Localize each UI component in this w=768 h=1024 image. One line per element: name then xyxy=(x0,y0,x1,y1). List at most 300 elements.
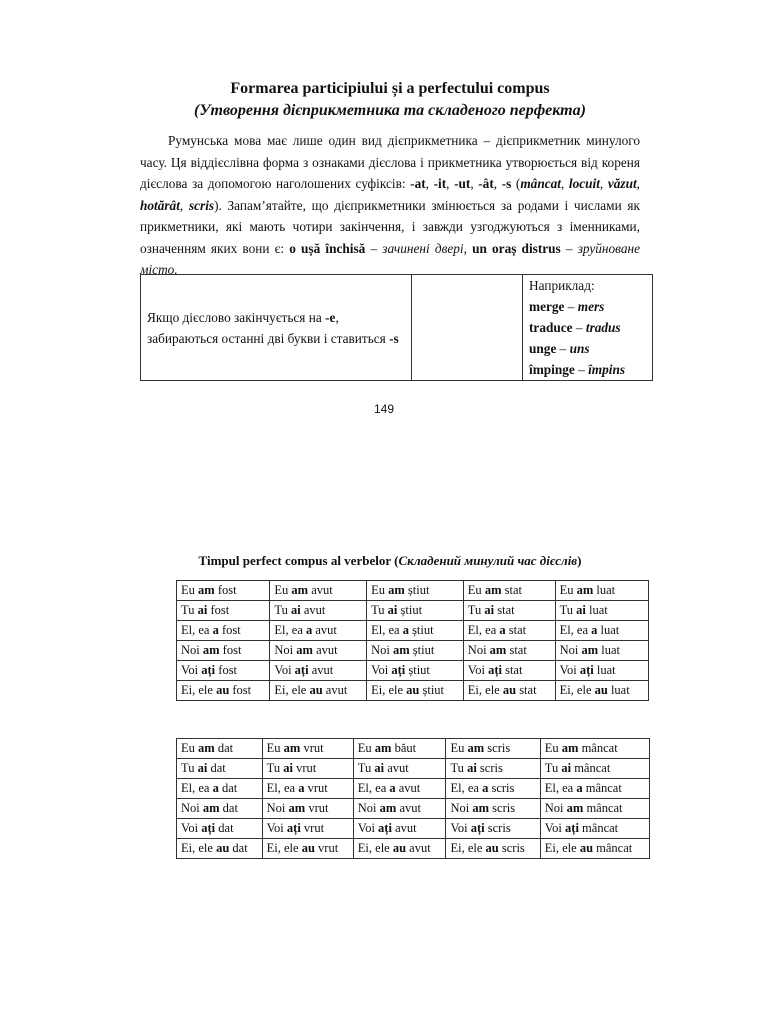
pronoun: Voi xyxy=(266,821,287,835)
table-row xyxy=(177,661,649,681)
auxiliary-verb: ați xyxy=(565,821,579,835)
participle: știut xyxy=(397,603,423,617)
conjugation-cell xyxy=(270,641,367,661)
conjugation-cell xyxy=(177,759,263,779)
conjugation-cell xyxy=(177,681,270,701)
auxiliary-verb: am xyxy=(467,741,485,755)
pronoun: El, ea xyxy=(544,781,577,795)
participle: fost xyxy=(215,663,238,677)
conjugation-cell xyxy=(177,601,270,621)
paragraph-segment: , xyxy=(463,240,473,256)
participle: avut xyxy=(312,643,338,657)
auxiliary-verb: ați xyxy=(488,663,502,677)
auxiliary-verb: ai xyxy=(561,761,572,775)
participle: stat xyxy=(506,643,527,657)
subtitle-close-paren: ) xyxy=(580,102,586,119)
pronoun: Eu xyxy=(266,741,284,755)
pronoun: Eu xyxy=(181,741,199,755)
conjugation-title-main: Timpul perfect compus al verbelor ( xyxy=(198,553,399,568)
auxiliary-verb: a xyxy=(306,623,313,637)
paragraph-segment: , xyxy=(560,176,569,191)
paragraph-segment: Румунська мова має лише один вид дієприкметника – дієприкметник минулого часу. Ця віддієслівна форма з ознаками дієслова і прикметника утворюється від кореня дієслова за допомогою наголошених суфіксів: xyxy=(140,133,640,191)
conjugation-cell xyxy=(177,819,263,839)
auxiliary-verb: a xyxy=(298,781,305,795)
conjugation-cell xyxy=(177,661,270,681)
pronoun: Ei, ele xyxy=(357,841,393,855)
pronoun: Tu xyxy=(266,761,284,775)
auxiliary-verb: ați xyxy=(579,663,594,677)
conjugation-cell xyxy=(555,681,648,701)
auxiliary-verb: a xyxy=(482,781,489,795)
conjugation-cell xyxy=(555,621,648,641)
participle: fost xyxy=(229,683,252,697)
pronoun: Tu xyxy=(371,603,388,617)
pronoun: Voi xyxy=(274,663,295,677)
conjugation-cell xyxy=(353,739,446,759)
participle: știut xyxy=(404,583,430,597)
auxiliary-verb: ai xyxy=(484,603,495,617)
paragraph-segment: -it xyxy=(433,176,447,191)
participle: stat xyxy=(501,663,523,677)
auxiliary-verb: au xyxy=(301,841,315,855)
example-dash: – xyxy=(574,362,589,377)
conjugation-cell xyxy=(540,799,649,819)
auxiliary-verb: ați xyxy=(286,821,301,835)
paragraph-segment: ). Запам’ятайте, що дієприкметники змінюється за родами і числами як прикметники, які мають чотири закінчення, і завжди узгоджуються з іменниками, означенням яких вони є: xyxy=(140,197,640,256)
intro-paragraph xyxy=(140,130,640,281)
conjugation-cell xyxy=(555,601,648,621)
pronoun: Eu xyxy=(181,583,199,597)
auxiliary-verb: am xyxy=(392,643,410,657)
pronoun: Ei, ele xyxy=(544,841,580,855)
conjugation-cell xyxy=(353,779,446,799)
conjugation-cell xyxy=(177,839,263,859)
conjugation-cell xyxy=(270,621,367,641)
pronoun: Noi xyxy=(357,801,380,815)
auxiliary-verb: am xyxy=(484,583,502,597)
participle: luat xyxy=(585,603,608,617)
conjugation-cell xyxy=(353,759,446,779)
participle: știut xyxy=(408,623,434,637)
examples-cell xyxy=(523,275,653,381)
conjugation-cell xyxy=(540,759,649,779)
pronoun: El, ea xyxy=(559,623,592,637)
pronoun: El, ea xyxy=(450,781,483,795)
participle: mâncat xyxy=(593,841,633,855)
pronoun: Voi xyxy=(467,663,489,677)
participle: luat xyxy=(593,583,616,597)
participle: stat xyxy=(516,683,537,697)
auxiliary-verb: ai xyxy=(283,761,293,775)
auxiliary-verb: au xyxy=(309,683,323,697)
pronoun: El, ea xyxy=(371,623,403,637)
auxiliary-verb: ai xyxy=(467,761,477,775)
pronoun: Ei, ele xyxy=(450,841,486,855)
pronoun: Eu xyxy=(371,583,389,597)
empty-cell xyxy=(412,275,523,381)
auxiliary-verb: ai xyxy=(374,761,385,775)
auxiliary-verb: am xyxy=(283,741,301,755)
auxiliary-verb: ați xyxy=(294,663,309,677)
example-participle: tradus xyxy=(585,320,621,335)
conjugation-cell xyxy=(446,759,540,779)
conjugation-cell xyxy=(177,641,270,661)
pronoun: Ei, ele xyxy=(559,683,595,697)
conjugation-cell xyxy=(353,799,446,819)
participle: mâncat xyxy=(578,741,618,755)
pronoun: Tu xyxy=(357,761,375,775)
pronoun: Tu xyxy=(274,603,291,617)
auxiliary-verb: am xyxy=(374,741,392,755)
paragraph-segment: o ușă închisă xyxy=(289,240,366,256)
table-row xyxy=(177,819,650,839)
conjugation-title-translation: Складений минулий час дієслів xyxy=(398,553,578,568)
pronoun: Voi xyxy=(544,821,566,835)
participle: știut xyxy=(419,683,445,697)
participle: avut xyxy=(312,623,337,637)
pronoun: Tu xyxy=(559,603,577,617)
table-row xyxy=(177,681,649,701)
rule-segment: -s xyxy=(389,330,399,346)
conjugation-cell xyxy=(446,839,540,859)
auxiliary-verb: au xyxy=(502,683,517,697)
participle: scris xyxy=(484,821,511,835)
conjugation-cell xyxy=(367,641,464,661)
participle: dat xyxy=(219,801,238,815)
rule-segment: -e xyxy=(325,309,336,325)
table-row xyxy=(177,799,650,819)
pronoun: Noi xyxy=(181,643,203,657)
participle: luat xyxy=(598,643,620,657)
auxiliary-verb: ați xyxy=(470,821,485,835)
auxiliary-verb: au xyxy=(485,841,499,855)
auxiliary-verb: am xyxy=(202,801,220,815)
conjugation-cell xyxy=(353,819,446,839)
pronoun: El, ea xyxy=(181,781,213,795)
participle: știut xyxy=(409,643,435,657)
auxiliary-verb: ai xyxy=(387,603,398,617)
conjugation-cell xyxy=(540,739,649,759)
pronoun: Voi xyxy=(371,663,392,677)
pronoun: Ei, ele xyxy=(266,841,302,855)
example-verb: unge xyxy=(529,341,557,356)
pronoun: Tu xyxy=(181,761,198,775)
example-item xyxy=(529,296,646,317)
pronoun: Noi xyxy=(450,801,473,815)
conjugation-cell xyxy=(463,661,555,681)
auxiliary-verb: am xyxy=(576,583,594,597)
page-header-block xyxy=(140,78,640,294)
pronoun: Tu xyxy=(467,603,485,617)
conjugation-cell xyxy=(463,601,555,621)
pronoun: Voi xyxy=(357,821,379,835)
auxiliary-verb: am xyxy=(291,583,309,597)
auxiliary-verb: ați xyxy=(378,821,392,835)
conjugation-cell xyxy=(463,621,555,641)
paragraph-segment: mâncat xyxy=(520,176,561,191)
paragraph-segment: ( xyxy=(511,176,521,191)
auxiliary-verb: ai xyxy=(197,761,208,775)
pronoun: El, ea xyxy=(266,781,299,795)
participle: vrut xyxy=(292,761,317,775)
participle: mâncat xyxy=(571,761,611,775)
pronoun: Ei, ele xyxy=(371,683,407,697)
auxiliary-verb: ai xyxy=(290,603,301,617)
participle: dat xyxy=(207,761,226,775)
paragraph-segment: văzut xyxy=(607,176,637,191)
auxiliary-verb: au xyxy=(406,683,420,697)
table-row xyxy=(177,739,650,759)
conjugation-cell xyxy=(446,739,540,759)
conjugation-table-2 xyxy=(176,738,650,859)
conjugation-cell xyxy=(177,799,263,819)
participle: vrut xyxy=(314,841,339,855)
participle: vrut xyxy=(304,781,328,795)
pronoun: Voi xyxy=(181,821,202,835)
conjugation-cell xyxy=(262,799,353,819)
paragraph-segment: , xyxy=(425,176,434,191)
participle: mâncat xyxy=(583,801,623,815)
conjugation-cell xyxy=(353,839,446,859)
pronoun: Ei, ele xyxy=(274,683,310,697)
table-row xyxy=(177,759,650,779)
auxiliary-verb: au xyxy=(594,683,608,697)
pronoun: Noi xyxy=(544,801,567,815)
participle: stat xyxy=(494,603,515,617)
conjugation-cell xyxy=(540,819,649,839)
paragraph-segment: , xyxy=(493,176,502,191)
participle: dat xyxy=(218,781,238,795)
auxiliary-verb: a xyxy=(499,623,506,637)
pronoun: Eu xyxy=(357,741,375,755)
example-dash: – xyxy=(572,320,586,335)
pronoun: Eu xyxy=(450,741,468,755)
auxiliary-verb: am xyxy=(296,643,313,657)
rule-segment: , xyxy=(335,309,339,325)
pronoun: El, ea xyxy=(357,781,390,795)
participle: avut xyxy=(308,663,334,677)
paragraph-segment: un oraș distrus xyxy=(472,240,561,256)
auxiliary-verb: am xyxy=(566,801,584,815)
table-row xyxy=(177,621,649,641)
auxiliary-verb: am xyxy=(472,801,490,815)
paragraph-segment: , xyxy=(446,176,455,191)
pronoun: Eu xyxy=(559,583,577,597)
auxiliary-verb: au xyxy=(579,841,594,855)
page-title: Formarea participiului și a perfectului compus xyxy=(230,80,550,97)
auxiliary-verb: au xyxy=(392,841,407,855)
participle: avut xyxy=(384,761,409,775)
auxiliary-verb: a xyxy=(576,781,583,795)
participle: avut xyxy=(395,781,421,795)
pronoun: Tu xyxy=(450,761,468,775)
table-row xyxy=(177,839,650,859)
conjugation-table-1 xyxy=(176,580,649,701)
pronoun: Noi xyxy=(467,643,490,657)
example-verb: merge xyxy=(529,299,565,314)
paragraph-segment: -ât xyxy=(478,176,494,191)
participle: fost xyxy=(219,643,242,657)
conjugation-cell xyxy=(446,819,540,839)
participle: băut xyxy=(391,741,417,755)
paragraph-segment: , xyxy=(179,197,189,213)
participle: dat xyxy=(215,821,234,835)
conjugation-cell xyxy=(446,799,540,819)
example-participle: mers xyxy=(577,299,605,314)
conjugation-cell xyxy=(262,839,353,859)
paragraph-segment: , xyxy=(470,176,479,191)
participle: avut xyxy=(391,821,417,835)
pronoun: El, ea xyxy=(467,623,500,637)
example-item xyxy=(529,338,646,359)
conjugation-cell xyxy=(540,779,649,799)
participle: luat xyxy=(597,623,620,637)
paragraph-segment: scris xyxy=(188,197,215,213)
auxiliary-verb: ați xyxy=(201,821,216,835)
pronoun: Ei, ele xyxy=(181,841,217,855)
auxiliary-verb: au xyxy=(216,841,230,855)
participle: mâncat xyxy=(578,821,619,835)
participle: vrut xyxy=(300,741,324,755)
example-item xyxy=(529,359,646,380)
conjugation-title xyxy=(140,553,640,569)
pronoun: Noi xyxy=(371,643,393,657)
pronoun: El, ea xyxy=(274,623,306,637)
conjugation-cell xyxy=(367,581,464,601)
participle: scris xyxy=(484,741,511,755)
auxiliary-verb: am xyxy=(288,801,306,815)
conjugation-cell xyxy=(555,661,648,681)
pronoun: El, ea xyxy=(181,623,213,637)
participle: mâncat xyxy=(582,781,622,795)
paragraph-segment: hotărât xyxy=(140,197,180,213)
conjugation-cell xyxy=(270,581,367,601)
subtitle-open-paren: ( xyxy=(194,102,200,119)
rule-description xyxy=(141,275,412,381)
conjugation-cell xyxy=(262,819,353,839)
pronoun: Noi xyxy=(181,801,203,815)
pronoun: Ei, ele xyxy=(467,683,503,697)
pronoun: Tu xyxy=(181,603,198,617)
examples-list xyxy=(529,296,646,380)
pronoun: Noi xyxy=(559,643,582,657)
conjugation-cell xyxy=(270,681,367,701)
conjugation-cell xyxy=(463,641,555,661)
conjugation-title-close: ) xyxy=(577,553,582,568)
page-number: 149 xyxy=(373,402,395,416)
conjugation-cell xyxy=(555,581,648,601)
paragraph-segment: -at xyxy=(410,176,426,191)
participle: avut xyxy=(322,683,348,697)
conjugation-cell xyxy=(270,601,367,621)
auxiliary-verb: am xyxy=(581,643,599,657)
rule-segment: забираються останні дві букви і ставиться xyxy=(147,330,390,346)
participle: vrut xyxy=(300,821,325,835)
auxiliary-verb: ai xyxy=(576,603,586,617)
participle: avut xyxy=(406,841,431,855)
table-row xyxy=(177,641,649,661)
conjugation-cell xyxy=(262,739,353,759)
paragraph-segment: зруйноване місто. xyxy=(140,240,640,277)
pronoun: Tu xyxy=(544,761,562,775)
auxiliary-verb: a xyxy=(402,623,409,637)
auxiliary-verb: am xyxy=(202,643,220,657)
auxiliary-verb: a xyxy=(389,781,396,795)
conjugation-cell xyxy=(367,661,464,681)
page-subtitle xyxy=(140,100,640,122)
paragraph-segment: -s xyxy=(501,176,512,191)
auxiliary-verb: am xyxy=(561,741,579,755)
auxiliary-verb: ați xyxy=(201,663,216,677)
table-row xyxy=(177,581,649,601)
conjugation-cell xyxy=(446,779,540,799)
examples-label: Наприклад: xyxy=(529,278,595,293)
example-verb: împinge xyxy=(529,362,575,377)
auxiliary-verb: ați xyxy=(391,663,406,677)
example-verb: traduce xyxy=(529,320,573,335)
participle: fost xyxy=(218,623,241,637)
conjugation-cell xyxy=(270,661,367,681)
paragraph-segment: locuit xyxy=(568,176,600,191)
pronoun: Voi xyxy=(450,821,471,835)
participle: știut xyxy=(405,663,430,677)
pronoun: Eu xyxy=(274,583,292,597)
auxiliary-verb: am xyxy=(198,741,215,755)
participle: stat xyxy=(505,623,527,637)
example-participle: împins xyxy=(588,362,626,377)
conjugation-cell xyxy=(177,581,270,601)
rule-segment: Якщо дієслово закінчується на xyxy=(147,309,326,325)
pronoun: Voi xyxy=(559,663,580,677)
paragraph-segment: -ut xyxy=(454,176,471,191)
auxiliary-verb: ai xyxy=(197,603,208,617)
paragraph-segment: , xyxy=(636,176,640,191)
participle: scris xyxy=(489,801,516,815)
participle: scris xyxy=(498,841,525,855)
paragraph-segment: – xyxy=(365,240,383,256)
auxiliary-verb: am xyxy=(489,643,507,657)
participle: avut xyxy=(396,801,421,815)
conjugation-cell xyxy=(262,759,353,779)
pronoun: Noi xyxy=(274,643,297,657)
conjugation-cell xyxy=(177,779,263,799)
example-item xyxy=(529,317,646,338)
participle: luat xyxy=(593,663,616,677)
paragraph-segment: – xyxy=(560,240,578,256)
conjugation-cell xyxy=(555,641,648,661)
pronoun: Ei, ele xyxy=(181,683,217,697)
participle: vrut xyxy=(305,801,329,815)
pronoun: Noi xyxy=(266,801,289,815)
example-dash: – xyxy=(564,299,578,314)
auxiliary-verb: am xyxy=(379,801,397,815)
subtitle-text: Утворення дієприкметника та складеного перфекта xyxy=(199,102,581,119)
conjugation-cell xyxy=(463,581,555,601)
conjugation-cell xyxy=(367,601,464,621)
conjugation-cell xyxy=(463,681,555,701)
example-dash: – xyxy=(556,341,570,356)
participle: fost xyxy=(207,603,230,617)
conjugation-cell xyxy=(177,739,263,759)
table-row xyxy=(177,601,649,621)
conjugation-cell xyxy=(367,621,464,641)
conjugation-cell xyxy=(177,621,270,641)
paragraph-segment: , xyxy=(599,176,608,191)
participle: dat xyxy=(229,841,248,855)
rule-table xyxy=(140,274,653,381)
auxiliary-verb: a xyxy=(212,781,219,795)
pronoun: Voi xyxy=(181,663,202,677)
